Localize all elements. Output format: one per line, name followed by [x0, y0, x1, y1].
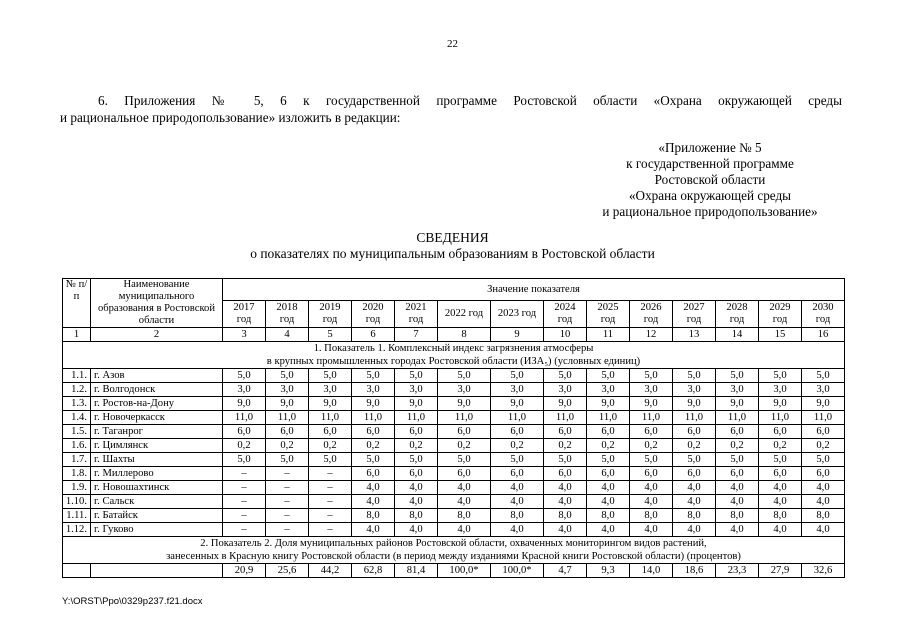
table-row [63, 411, 845, 425]
value-cell: 4,0 [630, 523, 673, 537]
value-cell: 6,0 [491, 425, 544, 439]
year-header: 2018 год [266, 301, 309, 328]
value-cell: 8,0 [587, 509, 630, 523]
table-row [63, 523, 845, 537]
year-header: 2022 год [438, 301, 491, 328]
value-cell: 4,0 [759, 495, 802, 509]
municipality-name: г. Новочеркасск [91, 411, 223, 425]
value-cell: 4,0 [352, 523, 395, 537]
table-row [63, 425, 845, 439]
value-cell: 9,0 [759, 397, 802, 411]
value-cell: 11,0 [223, 411, 266, 425]
header-name: Наименование муниципального образования в Ростовской области [91, 279, 223, 328]
value-cell: 4,0 [491, 495, 544, 509]
value-cell: 0,2 [630, 439, 673, 453]
value-cell: 5,0 [802, 369, 845, 383]
value-cell: 0,2 [266, 439, 309, 453]
header-value: Значение показателя [223, 279, 845, 301]
table-row [63, 495, 845, 509]
value-cell: 4,0 [673, 495, 716, 509]
value-cell: 5,0 [395, 369, 438, 383]
value-cell: 4,0 [352, 481, 395, 495]
value-cell: 9,0 [309, 397, 352, 411]
value-cell: 4,0 [759, 481, 802, 495]
value-cell: – [266, 481, 309, 495]
value-cell: 5,0 [266, 453, 309, 467]
value-cell: 0,2 [395, 439, 438, 453]
value-cell: 8,0 [673, 509, 716, 523]
value-cell: 6,0 [587, 425, 630, 439]
year-header: 2020 год [352, 301, 395, 328]
row-number: 1.9. [63, 481, 91, 495]
table-row [63, 481, 845, 495]
value-cell: 6,0 [716, 425, 759, 439]
value-cell: 4,0 [438, 523, 491, 537]
municipality-name-empty [91, 564, 223, 578]
section-2-title [63, 537, 845, 564]
value-cell: 6,0 [352, 425, 395, 439]
value-cell: 4,0 [438, 481, 491, 495]
value-cell: 5,0 [759, 369, 802, 383]
column-number: 12 [630, 328, 673, 342]
value-cell: 27,9 [759, 564, 802, 578]
column-number: 9 [491, 328, 544, 342]
value-cell: 11,0 [587, 411, 630, 425]
value-cell: 3,0 [802, 383, 845, 397]
value-cell: 4,0 [352, 495, 395, 509]
value-cell: 6,0 [630, 425, 673, 439]
appendix-line: и рациональное природопользование» [602, 204, 818, 219]
value-cell: – [223, 509, 266, 523]
year-header: 2030 год [802, 301, 845, 328]
value-cell: 11,0 [802, 411, 845, 425]
row-number: 1.1. [63, 369, 91, 383]
appendix-line: Ростовской области [654, 172, 766, 187]
table-row [63, 564, 845, 578]
value-cell: 8,0 [352, 509, 395, 523]
value-cell: 5,0 [223, 453, 266, 467]
value-cell: 8,0 [544, 509, 587, 523]
year-header: 2029 год [759, 301, 802, 328]
paragraph-line-1: 6. Приложения № 5, 6 к государственной программе Ростовской области «Охрана окружающей среды [98, 93, 842, 108]
value-cell: 4,0 [802, 495, 845, 509]
value-cell: 5,0 [630, 453, 673, 467]
value-cell: 11,0 [630, 411, 673, 425]
table-row [63, 369, 845, 383]
value-cell: 11,0 [491, 411, 544, 425]
value-cell: – [266, 495, 309, 509]
value-cell: 0,2 [759, 439, 802, 453]
row-number: 1.5. [63, 425, 91, 439]
column-number: 16 [802, 328, 845, 342]
value-cell: 6,0 [395, 467, 438, 481]
column-number: 14 [716, 328, 759, 342]
column-number: 7 [395, 328, 438, 342]
value-cell: 8,0 [491, 509, 544, 523]
table-row [63, 453, 845, 467]
value-cell: 9,0 [352, 397, 395, 411]
appendix-line: «Охрана окружающей среды [628, 188, 792, 203]
section-2-line-1: 2. Показатель 2. Доля муниципальных районов Ростовской области, охваченных мониторингом видов растений, [200, 538, 707, 549]
section-1-line-1: 1. Показатель 1. Комплексный индекс загрязнения атмосферы [313, 343, 594, 354]
year-header: 2026 год [630, 301, 673, 328]
paragraph-line-2: и рациональное природопользование» изложить в редакции: [60, 110, 401, 125]
year-header: 2019 год [309, 301, 352, 328]
value-cell: 6,0 [438, 425, 491, 439]
value-cell: 5,0 [438, 369, 491, 383]
value-cell: – [266, 467, 309, 481]
value-cell: – [266, 523, 309, 537]
value-cell: 4,0 [544, 481, 587, 495]
value-cell: 6,0 [759, 467, 802, 481]
table-row [63, 383, 845, 397]
table-row [63, 439, 845, 453]
appendix-header [560, 140, 860, 220]
value-cell: 3,0 [716, 383, 759, 397]
value-cell: 6,0 [673, 425, 716, 439]
value-cell: 6,0 [802, 425, 845, 439]
value-cell: 5,0 [759, 453, 802, 467]
value-cell: 8,0 [438, 509, 491, 523]
value-cell: 5,0 [673, 453, 716, 467]
row-number: 1.11. [63, 509, 91, 523]
value-cell: 4,7 [544, 564, 587, 578]
value-cell: 3,0 [673, 383, 716, 397]
value-cell: – [309, 467, 352, 481]
value-cell: – [309, 495, 352, 509]
value-cell: 4,0 [759, 523, 802, 537]
municipality-name: г. Азов [91, 369, 223, 383]
year-header: 2021 год [395, 301, 438, 328]
value-cell: 6,0 [544, 467, 587, 481]
value-cell: 4,0 [587, 495, 630, 509]
year-header: 2017 год [223, 301, 266, 328]
municipality-name: г. Сальск [91, 495, 223, 509]
value-cell: 5,0 [491, 453, 544, 467]
value-cell: 8,0 [395, 509, 438, 523]
value-cell: 14,0 [630, 564, 673, 578]
value-cell: 25,6 [266, 564, 309, 578]
value-cell: – [309, 481, 352, 495]
value-cell: 3,0 [491, 383, 544, 397]
value-cell: 5,0 [544, 369, 587, 383]
value-cell: 0,2 [716, 439, 759, 453]
value-cell: 8,0 [759, 509, 802, 523]
column-number: 4 [266, 328, 309, 342]
value-cell: 6,0 [802, 467, 845, 481]
value-cell: 5,0 [309, 369, 352, 383]
value-cell: 11,0 [266, 411, 309, 425]
value-cell: 3,0 [544, 383, 587, 397]
value-cell: 5,0 [352, 453, 395, 467]
appendix-line: «Приложение № 5 [658, 140, 762, 155]
value-cell: – [266, 509, 309, 523]
value-cell: 3,0 [223, 383, 266, 397]
value-cell: 5,0 [395, 453, 438, 467]
row-number: 1.7. [63, 453, 91, 467]
value-cell: 5,0 [309, 453, 352, 467]
municipality-name: г. Миллерово [91, 467, 223, 481]
value-cell: 4,0 [395, 481, 438, 495]
value-cell: 5,0 [438, 453, 491, 467]
value-cell: 4,0 [630, 495, 673, 509]
municipality-name: г. Цимлянск [91, 439, 223, 453]
value-cell: 9,0 [491, 397, 544, 411]
document-subtitle: о показателях по муниципальным образованиям в Ростовской области [250, 246, 655, 261]
value-cell: 5,0 [587, 369, 630, 383]
value-cell: 4,0 [587, 523, 630, 537]
value-cell: 9,0 [630, 397, 673, 411]
value-cell: 5,0 [544, 453, 587, 467]
row-number: 1.10. [63, 495, 91, 509]
value-cell: 18,6 [673, 564, 716, 578]
value-cell: 9,0 [395, 397, 438, 411]
section-1-title [63, 342, 845, 369]
value-cell: 0,2 [309, 439, 352, 453]
value-cell: 3,0 [438, 383, 491, 397]
file-path-footer: Y:\ORST\Ppo\0329p237.f21.docx [62, 596, 203, 607]
value-cell: 6,0 [395, 425, 438, 439]
column-number: 8 [438, 328, 491, 342]
value-cell: 4,0 [395, 523, 438, 537]
section-2-line-2: занесенных в Красную книгу Ростовской области (в период между изданиями Красной книги Ростовской области) (процентов) [166, 551, 741, 562]
value-cell: 3,0 [630, 383, 673, 397]
row-number: 1.2. [63, 383, 91, 397]
value-cell: 11,0 [759, 411, 802, 425]
value-cell: 8,0 [716, 509, 759, 523]
value-cell: 5,0 [352, 369, 395, 383]
year-header: 2025 год [587, 301, 630, 328]
row-number: 1.6. [63, 439, 91, 453]
value-cell: 4,0 [802, 481, 845, 495]
municipality-name: г. Волгодонск [91, 383, 223, 397]
value-cell: 5,0 [491, 369, 544, 383]
value-cell: 9,0 [587, 397, 630, 411]
column-number: 15 [759, 328, 802, 342]
value-cell: 6,0 [587, 467, 630, 481]
table-row [63, 509, 845, 523]
value-cell: 5,0 [630, 369, 673, 383]
value-cell: 44,2 [309, 564, 352, 578]
value-cell: 100,0* [438, 564, 491, 578]
value-cell: 4,0 [491, 523, 544, 537]
value-cell: 9,0 [223, 397, 266, 411]
value-cell: 5,0 [673, 369, 716, 383]
value-cell: 0,2 [491, 439, 544, 453]
municipality-name: г. Шахты [91, 453, 223, 467]
value-cell: 9,3 [587, 564, 630, 578]
column-number: 5 [309, 328, 352, 342]
value-cell: 3,0 [266, 383, 309, 397]
value-cell: 4,0 [630, 481, 673, 495]
value-cell: 81,4 [395, 564, 438, 578]
value-cell: 6,0 [309, 425, 352, 439]
value-cell: 4,0 [716, 481, 759, 495]
value-cell: 4,0 [587, 481, 630, 495]
value-cell: – [309, 523, 352, 537]
value-cell: – [223, 495, 266, 509]
column-number: 1 [63, 328, 91, 342]
value-cell: 0,2 [438, 439, 491, 453]
row-number: 1.3. [63, 397, 91, 411]
year-header: 2023 год [491, 301, 544, 328]
value-cell: 3,0 [759, 383, 802, 397]
value-cell: 11,0 [395, 411, 438, 425]
value-cell: 100,0* [491, 564, 544, 578]
row-number: 1.8. [63, 467, 91, 481]
value-cell: 5,0 [587, 453, 630, 467]
document-title: СВЕДЕНИЯ [416, 230, 489, 245]
column-number: 10 [544, 328, 587, 342]
table-row [63, 397, 845, 411]
value-cell: 11,0 [544, 411, 587, 425]
value-cell: 6,0 [352, 467, 395, 481]
value-cell: 62,8 [352, 564, 395, 578]
value-cell: 9,0 [802, 397, 845, 411]
value-cell: 11,0 [673, 411, 716, 425]
value-cell: 9,0 [673, 397, 716, 411]
municipality-name: г. Новошахтинск [91, 481, 223, 495]
section-row [63, 342, 845, 369]
value-cell: 4,0 [438, 495, 491, 509]
value-cell: 9,0 [716, 397, 759, 411]
value-cell: 6,0 [673, 467, 716, 481]
value-cell: 4,0 [544, 523, 587, 537]
value-cell: 5,0 [716, 369, 759, 383]
section-row [63, 537, 845, 564]
value-cell: 20,9 [223, 564, 266, 578]
value-cell: 0,2 [802, 439, 845, 453]
municipality-name: г. Гуково [91, 523, 223, 537]
value-cell: 8,0 [802, 509, 845, 523]
value-cell: 4,0 [395, 495, 438, 509]
value-cell: 6,0 [223, 425, 266, 439]
value-cell: 9,0 [544, 397, 587, 411]
value-cell: 5,0 [802, 453, 845, 467]
indicators-table [62, 278, 845, 578]
value-cell: 3,0 [587, 383, 630, 397]
value-cell: 3,0 [352, 383, 395, 397]
value-cell: 0,2 [223, 439, 266, 453]
value-cell: 4,0 [673, 481, 716, 495]
value-cell: 0,2 [587, 439, 630, 453]
document-title-block [0, 230, 905, 262]
row-number: 1.12. [63, 523, 91, 537]
value-cell: 5,0 [266, 369, 309, 383]
value-cell: 8,0 [630, 509, 673, 523]
amendment-paragraph [60, 92, 842, 126]
value-cell: – [223, 481, 266, 495]
value-cell: 6,0 [266, 425, 309, 439]
row-number: 1.4. [63, 411, 91, 425]
value-cell: 4,0 [802, 523, 845, 537]
value-cell: 11,0 [716, 411, 759, 425]
value-cell: 6,0 [759, 425, 802, 439]
value-cell: 4,0 [716, 495, 759, 509]
value-cell: 6,0 [438, 467, 491, 481]
value-cell: 3,0 [309, 383, 352, 397]
value-cell: 11,0 [309, 411, 352, 425]
value-cell: 11,0 [352, 411, 395, 425]
value-cell: 5,0 [716, 453, 759, 467]
column-number: 11 [587, 328, 630, 342]
section-1-line-2: в крупных промышленных городах Ростовской области (ИЗА₅) (условных единиц) [266, 356, 641, 367]
value-cell: – [223, 467, 266, 481]
column-number: 6 [352, 328, 395, 342]
column-number: 13 [673, 328, 716, 342]
value-cell: 23,3 [716, 564, 759, 578]
value-cell: 6,0 [544, 425, 587, 439]
value-cell: 5,0 [223, 369, 266, 383]
year-header: 2024 год [544, 301, 587, 328]
table-row [63, 467, 845, 481]
value-cell: 4,0 [544, 495, 587, 509]
value-cell: 4,0 [491, 481, 544, 495]
value-cell: 0,2 [673, 439, 716, 453]
value-cell: 6,0 [716, 467, 759, 481]
column-number: 2 [91, 328, 223, 342]
municipality-name: г. Таганрог [91, 425, 223, 439]
year-header: 2027 год [673, 301, 716, 328]
value-cell: 6,0 [491, 467, 544, 481]
value-cell: 0,2 [352, 439, 395, 453]
municipality-name: г. Батайск [91, 509, 223, 523]
value-cell: – [309, 509, 352, 523]
value-cell: 4,0 [716, 523, 759, 537]
column-number: 3 [223, 328, 266, 342]
municipality-name: г. Ростов-на-Дону [91, 397, 223, 411]
value-cell: 4,0 [673, 523, 716, 537]
year-header: 2028 год [716, 301, 759, 328]
value-cell: 9,0 [266, 397, 309, 411]
value-cell: 11,0 [438, 411, 491, 425]
value-cell: 6,0 [630, 467, 673, 481]
header-no: № п/п [63, 279, 91, 328]
value-cell: 3,0 [395, 383, 438, 397]
appendix-line: к государственной программе [626, 156, 794, 171]
value-cell: 32,6 [802, 564, 845, 578]
row-number-empty [63, 564, 91, 578]
value-cell: 0,2 [544, 439, 587, 453]
value-cell: – [223, 523, 266, 537]
page-number: 22 [447, 38, 458, 50]
value-cell: 9,0 [438, 397, 491, 411]
